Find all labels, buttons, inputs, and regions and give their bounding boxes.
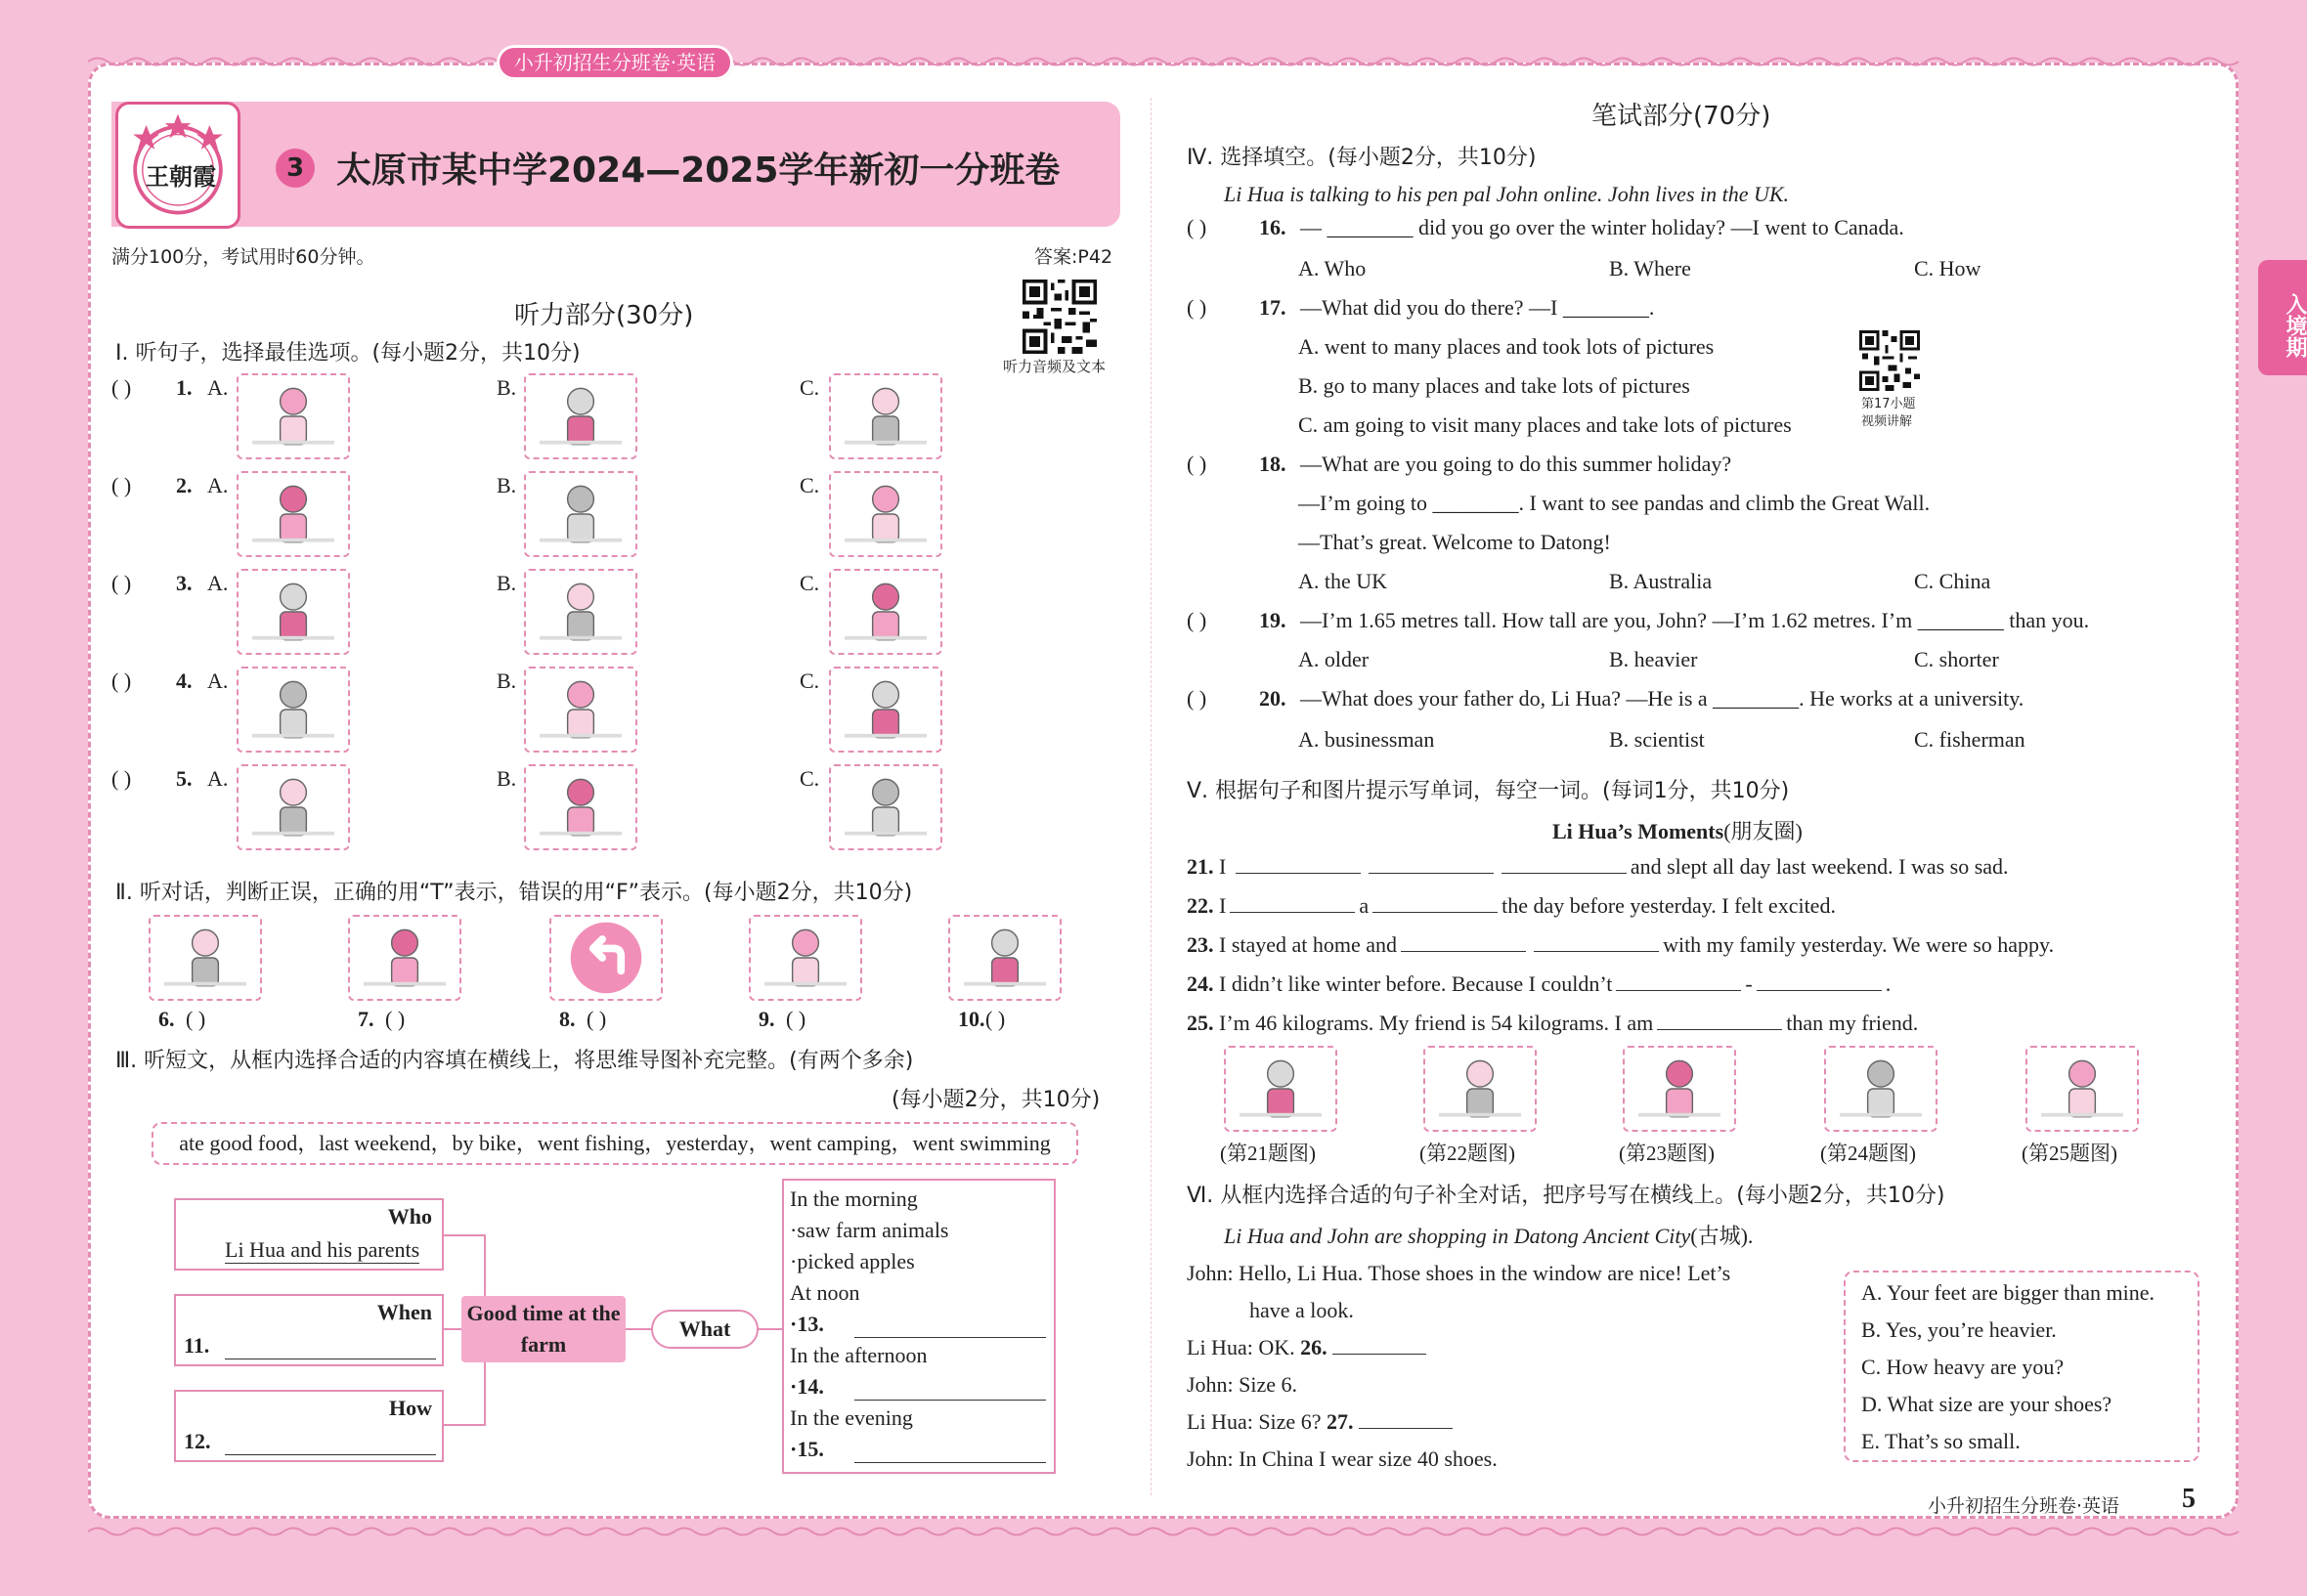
q2-option-label: B.	[497, 473, 517, 497]
q4-option-label: A.	[207, 669, 229, 693]
q5-option-label: B.	[497, 766, 517, 791]
evening-label: In the evening	[790, 1405, 913, 1430]
answer-blank[interactable]	[1369, 873, 1494, 874]
q21-text-a: I	[1219, 854, 1227, 879]
q2-option-image[interactable]	[829, 471, 942, 557]
q21-number: 21.	[1187, 854, 1214, 879]
when-label: When	[376, 1300, 432, 1324]
q4-paren[interactable]: ( )	[111, 669, 132, 693]
picture-icon	[831, 669, 940, 751]
q6-number: 6.	[158, 1007, 175, 1031]
section-6-title: Ⅵ. 从框内选择合适的句子补全对话，把序号写在横线上。(每小题2分，共10分)	[1187, 1184, 1945, 1208]
dialog-line-4-text: Li Hua: Size 6?	[1187, 1409, 1322, 1434]
picture-icon	[526, 571, 635, 653]
exam-info: 满分100分，考试用时60分钟。	[111, 246, 375, 268]
q5-option-image[interactable]	[237, 764, 350, 850]
q25-number: 25.	[1187, 1011, 1214, 1035]
q25-caption: (第25题图)	[2022, 1142, 2117, 1165]
dialog-line-5: John: In China I wear size 40 shoes.	[1187, 1446, 1498, 1471]
q19-stem-1: —I’m 1.65 metres tall. How tall are you, John? —I’m 1.62 metres. I’m ________ than you.	[1300, 608, 2090, 632]
section-5-title: Ⅴ. 根据句子和图片提示写单词，每空一词。(每词1分，共10分)	[1187, 779, 1790, 803]
picture-icon	[239, 766, 348, 848]
q3-number: 3.	[176, 571, 193, 595]
q3-option-label: B.	[497, 571, 517, 595]
q8-number: 8.	[559, 1007, 576, 1031]
qr-code-q17-icon[interactable]	[1859, 330, 1920, 391]
q16-option-c[interactable]: C. How	[1914, 256, 1981, 280]
page-number: 5	[2182, 1484, 2196, 1514]
mind-map-when	[174, 1294, 444, 1366]
q1-option-label: B.	[497, 375, 517, 400]
q9-number: 9.	[759, 1007, 775, 1031]
q17-option-a[interactable]: A. went to many places and took lots of pictures	[1298, 334, 1715, 359]
morning-item-2: ·picked apples	[790, 1249, 915, 1273]
answer-blank[interactable]	[1236, 873, 1361, 874]
listening-title: 听力部分(30分)	[514, 301, 694, 330]
q16-option-a[interactable]: A. Who	[1298, 256, 1367, 280]
q3-option-image[interactable]	[524, 569, 637, 655]
section-6-intro-en: Li Hua and John are shopping in Datong Ancient City	[1224, 1224, 1691, 1248]
answer-ref: 答案:P42	[1034, 246, 1113, 268]
q18-stem-2: —I’m going to ________. I want to see pandas and climb the Great Wall.	[1298, 491, 1931, 515]
picture-icon	[950, 917, 1060, 999]
q24-text-b: -	[1745, 971, 1753, 996]
q23-text-a: I stayed at home and	[1219, 932, 1398, 957]
q16-stem-1: — ________ did you go over the winter holiday? —I went to Canada.	[1300, 215, 1904, 239]
picture-icon	[239, 375, 348, 457]
option-c: C. How heavy are you?	[1861, 1355, 2065, 1379]
q18-paren[interactable]: ( )	[1187, 452, 1207, 476]
picture-icon	[151, 917, 260, 999]
q3-option-label: A.	[207, 571, 229, 595]
q14-number: ·14.	[790, 1374, 824, 1399]
picture-icon	[1425, 1048, 1535, 1130]
q3-option-label: C.	[800, 571, 820, 595]
q27-blank[interactable]	[1359, 1428, 1453, 1429]
afternoon-label: In the afternoon	[790, 1343, 928, 1367]
section-4-title: Ⅳ. 选择填空。(每小题2分，共10分)	[1187, 146, 1537, 170]
moments-title-cn: (朋友圈)	[1723, 819, 1803, 843]
side-tab: 入境期	[2258, 260, 2307, 375]
dialog-line-3: John: Size 6.	[1187, 1372, 1298, 1397]
dialog-line-1: John: Hello, Li Hua. Those shoes in the window are nice! Let’s	[1187, 1261, 1731, 1285]
morning-item-1: ·saw farm animals	[790, 1218, 949, 1242]
q23-row	[1187, 932, 2054, 958]
answer-blank[interactable]	[1372, 912, 1498, 913]
picture-icon	[239, 473, 348, 555]
q18-number: 18.	[1259, 452, 1286, 476]
q4-number: 4.	[176, 669, 193, 693]
page-title: 太原市某中学2024—2025学年新初一分班卷	[336, 151, 1061, 191]
option-a: A. Your feet are bigger than mine.	[1861, 1280, 2155, 1305]
q2-option-label: C.	[800, 473, 820, 497]
mind-map-how	[174, 1390, 444, 1462]
q18-option-a[interactable]: A. the UK	[1298, 569, 1388, 593]
q22-image[interactable]	[1423, 1046, 1537, 1132]
q5-option-label: A.	[207, 766, 229, 791]
picture-icon	[831, 473, 940, 555]
q15-blank[interactable]	[854, 1462, 1046, 1463]
q12-blank[interactable]	[225, 1454, 436, 1455]
q21-caption: (第21题图)	[1220, 1142, 1316, 1165]
top-banner: 小升初招生分班卷·英语	[497, 45, 733, 80]
q9-paren[interactable]: ( )	[786, 1007, 806, 1031]
section-6-intro	[1224, 1220, 1753, 1250]
q13-blank[interactable]	[854, 1337, 1046, 1338]
qr-q17-caption-1: 第17小题	[1861, 397, 1916, 411]
q2-option-image[interactable]	[237, 471, 350, 557]
q11-number: 11.	[184, 1333, 210, 1358]
q4-option-label: C.	[800, 669, 820, 693]
q16-option-b[interactable]: B. Where	[1609, 256, 1691, 280]
q2-number: 2.	[176, 473, 193, 497]
picture-icon	[1826, 1048, 1936, 1130]
q23-number: 23.	[1187, 932, 1214, 957]
picture-icon	[751, 917, 860, 999]
q25-image[interactable]	[2025, 1046, 2139, 1132]
picture-icon	[526, 473, 635, 555]
answer-blank[interactable]	[1230, 912, 1355, 913]
picture-icon	[831, 571, 940, 653]
option-d: D. What size are your shoes?	[1861, 1392, 2112, 1416]
morning-label: In the morning	[790, 1186, 918, 1211]
word-bank: ate good food，last weekend，by bike，went fishing，yesterday，went camping，went swimming	[152, 1122, 1078, 1165]
picture-icon	[551, 917, 661, 999]
footer-text: 小升初招生分班卷·英语	[1928, 1495, 2120, 1517]
q20-option-a[interactable]: A. businessman	[1298, 727, 1435, 752]
who-label: Who	[387, 1204, 432, 1229]
q3-option-image[interactable]	[237, 569, 350, 655]
q17-paren[interactable]: ( )	[1187, 295, 1207, 320]
q22-text-b: a	[1359, 893, 1370, 918]
q25-text-a: I’m 46 kilograms. My friend is 54 kilograms. I am	[1219, 1011, 1654, 1035]
section-3-title: Ⅲ. 听短文，从框内选择合适的内容填在横线上，将思维导图补充完整。(有两个多余)	[115, 1049, 914, 1073]
q10-paren[interactable]: ( )	[985, 1007, 1006, 1031]
q4-option-image[interactable]	[237, 667, 350, 753]
picture-icon	[239, 571, 348, 653]
q20-stem-1: —What does your father do, Li Hua? —He is a ________. He works at a university.	[1300, 686, 2024, 711]
q26-number: 26.	[1300, 1335, 1328, 1359]
q10-number: 10.	[958, 1007, 985, 1031]
q1-option-label: C.	[800, 375, 820, 400]
section-1-title: Ⅰ. 听句子，选择最佳选项。(每小题2分，共10分)	[115, 341, 581, 366]
q18-stem-1: —What are you going to do this summer holiday?	[1300, 452, 1732, 476]
q5-number: 5.	[176, 766, 193, 791]
dialog-line-1b: have a look.	[1249, 1298, 1354, 1322]
moments-title	[1552, 815, 1803, 845]
options-box	[1844, 1271, 2199, 1462]
q15-number: ·15.	[790, 1437, 824, 1461]
q22-row	[1187, 893, 1836, 919]
q5-option-image[interactable]	[524, 764, 637, 850]
answer-blank[interactable]	[1534, 951, 1659, 952]
q25-text-b: than my friend.	[1786, 1011, 1919, 1035]
picture-icon	[239, 669, 348, 751]
q1-option-image[interactable]	[829, 373, 942, 459]
q24-caption: (第24题图)	[1820, 1142, 1916, 1165]
paper-number: 3	[276, 149, 315, 188]
who-answer: Li Hua and his parents	[225, 1237, 420, 1262]
q7-number: 7.	[358, 1007, 374, 1031]
q1-option-image[interactable]	[524, 373, 637, 459]
q24-row	[1187, 971, 1891, 997]
q1-option-image[interactable]	[237, 373, 350, 459]
q7-paren[interactable]: ( )	[385, 1007, 406, 1031]
q16-paren[interactable]: ( )	[1187, 215, 1207, 239]
section-4-intro: Li Hua is talking to his pen pal John online. John lives in the UK.	[1224, 182, 1790, 206]
q14-blank[interactable]	[854, 1400, 1046, 1401]
q22-text-a: I	[1219, 893, 1227, 918]
q18-option-b[interactable]: B. Australia	[1609, 569, 1713, 593]
picture-icon	[1625, 1048, 1734, 1130]
picture-icon	[350, 917, 459, 999]
q3-paren[interactable]: ( )	[111, 571, 132, 595]
q19-option-b[interactable]: B. heavier	[1609, 647, 1698, 671]
section-6-intro-cn: (古城).	[1690, 1224, 1754, 1248]
answer-blank[interactable]	[1401, 951, 1526, 952]
q21-row	[1187, 854, 2009, 880]
q23-caption: (第23题图)	[1619, 1142, 1715, 1165]
picture-icon	[2027, 1048, 2137, 1130]
option-b: B. Yes, you’re heavier.	[1861, 1317, 2057, 1342]
q24-image[interactable]	[1824, 1046, 1937, 1132]
q18-option-c[interactable]: C. China	[1914, 569, 1991, 593]
what-node: What	[651, 1310, 759, 1349]
q1-option-label: A.	[207, 375, 229, 400]
picture-icon	[526, 375, 635, 457]
q2-paren[interactable]: ( )	[111, 473, 132, 497]
q8-image[interactable]	[549, 915, 663, 1001]
moments-title-en: Li Hua’s Moments	[1552, 819, 1724, 843]
q1-paren[interactable]: ( )	[111, 375, 132, 400]
qr-code-icon[interactable]	[1023, 280, 1097, 354]
picture-icon	[526, 766, 635, 848]
q17-option-b[interactable]: B. go to many places and take lots of pictures	[1298, 373, 1690, 398]
q22-number: 22.	[1187, 893, 1214, 918]
q6-paren[interactable]: ( )	[186, 1007, 206, 1031]
picture-icon	[526, 669, 635, 751]
q25-row	[1187, 1011, 1918, 1036]
q22-text-c: the day before yesterday. I felt excited.	[1502, 893, 1836, 918]
q21-image[interactable]	[1224, 1046, 1337, 1132]
q19-option-c[interactable]: C. shorter	[1914, 647, 1999, 671]
option-e: E. That’s so small.	[1861, 1429, 2021, 1453]
q22-caption: (第22题图)	[1419, 1142, 1515, 1165]
dialog-line-2	[1187, 1335, 1426, 1360]
q4-option-label: B.	[497, 669, 517, 693]
q23-image[interactable]	[1623, 1046, 1736, 1132]
q27-number: 27.	[1326, 1409, 1354, 1434]
q5-option-image[interactable]	[829, 764, 942, 850]
answer-blank[interactable]	[1757, 990, 1882, 991]
publisher-logo	[115, 102, 240, 229]
q23-text-b: with my family yesterday. We were so happy.	[1663, 932, 2055, 957]
mind-map-what-box	[782, 1179, 1056, 1474]
how-label: How	[389, 1396, 432, 1420]
dialog-line-4	[1187, 1409, 1453, 1435]
q19-option-a[interactable]: A. older	[1298, 647, 1370, 671]
noon-label: At noon	[790, 1280, 860, 1305]
section-2-title: Ⅱ. 听对话，判断正误，正确的用“T”表示，错误的用“F”表示。(每小题2分，共10分)	[115, 881, 913, 905]
q19-number: 19.	[1259, 608, 1286, 632]
q10-image[interactable]	[948, 915, 1062, 1001]
mind-map-center: Good time at the farm	[461, 1296, 626, 1362]
q2-option-image[interactable]	[524, 471, 637, 557]
q5-option-label: C.	[800, 766, 820, 791]
q3-option-image[interactable]	[829, 569, 942, 655]
q2-option-label: A.	[207, 473, 229, 497]
q4-option-image[interactable]	[829, 667, 942, 753]
q1-number: 1.	[176, 375, 193, 400]
picture-icon	[831, 766, 940, 848]
q17-number: 17.	[1259, 295, 1286, 320]
qr-caption: 听力音频及文本	[1003, 358, 1107, 375]
q20-option-b[interactable]: B. scientist	[1609, 727, 1705, 752]
bottom-wave-border	[88, 1525, 2239, 1538]
q20-paren[interactable]: ( )	[1187, 686, 1207, 711]
q17-option-c[interactable]: C. am going to visit many places and take lots of pictures	[1298, 412, 1792, 437]
q4-option-image[interactable]	[524, 667, 637, 753]
q18-stem-3: —That’s great. Welcome to Datong!	[1298, 530, 1611, 554]
top-wave-border	[88, 55, 2239, 68]
mind-map-who	[174, 1198, 444, 1271]
picture-icon	[831, 375, 940, 457]
q9-image[interactable]	[749, 915, 862, 1001]
q26-blank[interactable]	[1332, 1354, 1426, 1355]
q19-paren[interactable]: ( )	[1187, 608, 1207, 632]
q20-number: 20.	[1259, 686, 1286, 711]
dialog-line-2-text: Li Hua: OK.	[1187, 1335, 1295, 1359]
q16-number: 16.	[1259, 215, 1286, 239]
q24-text-c: .	[1885, 971, 1892, 996]
column-divider	[1151, 98, 1152, 1495]
section-3-score: (每小题2分，共10分)	[892, 1088, 1101, 1112]
logo-text: 王朝霞	[146, 162, 216, 191]
q8-paren[interactable]: ( )	[587, 1007, 607, 1031]
answer-blank[interactable]	[1616, 990, 1741, 991]
q6-image[interactable]	[149, 915, 262, 1001]
qr-q17-caption-2: 视频讲解	[1861, 414, 1913, 429]
writing-title: 笔试部分(70分)	[1591, 102, 1771, 131]
q20-option-c[interactable]: C. fisherman	[1914, 727, 2025, 752]
q7-image[interactable]	[348, 915, 461, 1001]
picture-icon	[1226, 1048, 1335, 1130]
q13-number: ·13.	[790, 1312, 824, 1336]
q21-text-b: and slept all day last weekend. I was so sad.	[1630, 854, 2009, 879]
q17-stem-1: —What did you do there? —I ________.	[1300, 295, 1655, 320]
q5-paren[interactable]: ( )	[111, 766, 132, 791]
q24-number: 24.	[1187, 971, 1214, 996]
answer-blank[interactable]	[1657, 1029, 1782, 1030]
q12-number: 12.	[184, 1429, 211, 1453]
answer-blank[interactable]	[1502, 873, 1627, 874]
q24-text-a: I didn’t like winter before. Because I couldn’t	[1219, 971, 1613, 996]
